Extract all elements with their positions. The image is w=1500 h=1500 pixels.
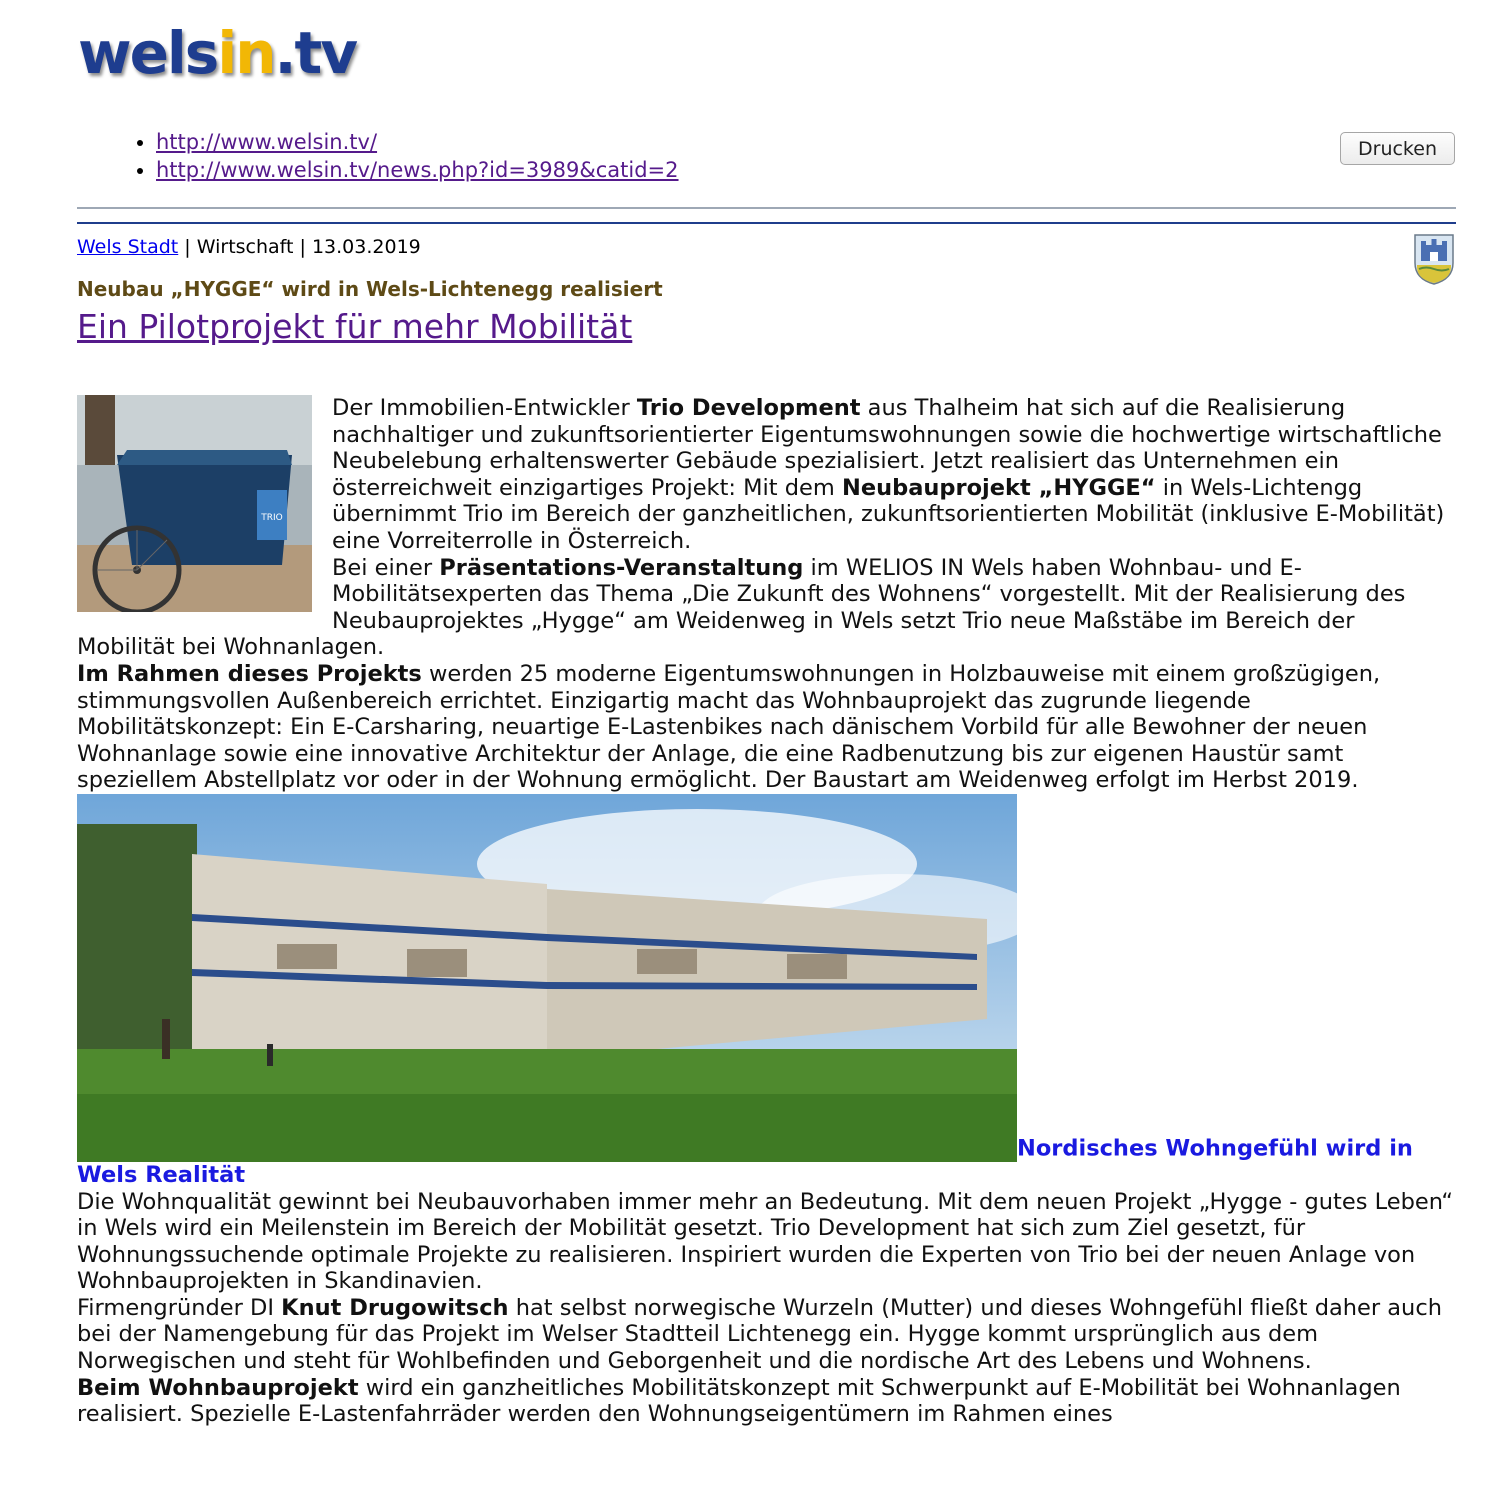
article-text: wird ein ganzheitliches Mobilitätskonzept mit Schwerpunkt auf E-Mobilität bei Wohnanlagen realisiert. Spezielle E-Lastenfahrräder werden den Wohnungseigentümern im Rahmen eines (77, 1374, 1401, 1428)
article-meta (77, 234, 421, 260)
article-kicker: Neubau „HYGGE“ wird in Wels-Lichtenegg realisiert (77, 277, 663, 301)
article-bold: Präsentations-Veranstaltung (439, 554, 804, 581)
url-list (128, 128, 679, 184)
logo-part-tv: .tv (274, 19, 357, 87)
divider-blue (77, 222, 1456, 224)
article-url-link[interactable]: http://www.welsin.tv/news.php?id=3989&catid=2 (156, 158, 679, 182)
article-text: in Wels-Lichtengg übernimmt Trio im Bereich der ganzheitlichen, zukunftsorientierten Mobilität (inklusive E-Mobilität) eine Vorreiterrolle in Österreich. (332, 474, 1445, 554)
cargo-bike-photo (77, 395, 312, 612)
article-text: Der Immobilien-Entwickler (332, 395, 637, 421)
building-rendering-photo (77, 794, 1017, 1162)
logo-part-in: in (217, 19, 275, 87)
trio-badge: TRIO (261, 513, 283, 523)
section-subheading: Nordisches Wohngefühl wird in Wels Realität (77, 1135, 1413, 1188)
url-list-item (156, 156, 679, 184)
article-text: werden 25 moderne Eigentumswohnungen in Holzbauweise mit einem großzügigen, stimmungsvollen Außenbereich errichtet. Einzigartig macht das Wohnbauprojekt das zugrunde liegende Mobilitätskonzept: Ein E-Carsharing, neuartige E-Lastenbikes nach dänischem Vorbild für alle Bewohner der neuen Wohnanlage sowie eine innovative Architektur der Anlage, die eine Radbenutzung bis zur eigenen Haustür samt speziellem Abstellplatz vor oder in der Wohnung ermöglicht. Der Baustart am Weidenweg erfolgt im Herbst 2019. (77, 660, 1381, 794)
article-text: hat selbst norwegische Wurzeln (Mutter) und dieses Wohngefühl fließt daher auch bei der Namengebung für das Projekt im Welser Stadtteil Lichtenegg ein. Hygge kommt ursprünglich aus dem Norwegischen und steht für Wohlbefinden und Geborgenheit und die nordische Art des Lebens und Wohnens. (77, 1294, 1442, 1375)
url-list-item (156, 128, 679, 156)
article-bold: Im Rahmen dieses Projekts (77, 660, 422, 687)
article-text: Firmengründer DI (77, 1294, 282, 1321)
site-logo[interactable] (78, 18, 356, 88)
article-bold: Neubauprojekt „HYGGE“ (841, 474, 1156, 501)
logo-part-wels: wels (78, 19, 218, 87)
print-button[interactable]: Drucken (1340, 132, 1455, 165)
article-bold: Trio Development (636, 395, 861, 421)
article-text: aus Thalheim hat sich auf die Realisierung nachhaltiger und zukunftsorientierter Eigentumswohnungen sowie die hochwertige wirtschaftliche Neubelebung erhaltenswerter Gebäude spezialisiert. Jetzt realisiert das Unternehmen ein österreichweit einzigartiges Projekt: Mit dem (332, 395, 1442, 501)
article-text: im WELIOS IN Wels haben Wohnbau- und E-Mobilitätsexperten das Thema „Die Zukunft des Wohnens“ vorgestellt. Mit der Realisierung des Neubauprojektes „Hygge“ am Weidenweg in Wels setzt Trio neue Maßstäbe im Bereich der Mobilität bei Wohnanlagen. (77, 554, 1406, 661)
wels-coat-of-arms-icon (1413, 233, 1455, 285)
article-headline[interactable]: Ein Pilotprojekt für mehr Mobilität (77, 307, 633, 346)
meta-details: | Wirtschaft | 13.03.2019 (178, 236, 421, 258)
article-bold: Knut Drugowitsch (281, 1294, 509, 1321)
article-body (77, 395, 1457, 1428)
category-link[interactable]: Wels Stadt (77, 236, 179, 258)
site-url-link[interactable]: http://www.welsin.tv/ (156, 130, 378, 154)
divider-grey (77, 207, 1456, 209)
article-text: Bei einer (332, 554, 440, 581)
article-bold: Beim Wohnbauprojekt (77, 1374, 359, 1401)
article-text: Die Wohnqualität gewinnt bei Neubauvorhaben immer mehr an Bedeutung. Mit dem neuen Projekt „Hygge - gutes Leben“ in Wels wird ein Meilenstein im Bereich der Mobilität gesetzt. Trio Development hat sich zum Ziel gesetzt, für Wohnungssuchende optimale Projekte zu realisieren. Inspiriert wurden die Experten von Trio bei der neuen Anlage von Wohnbauprojekten in Skandinavien. (77, 1188, 1453, 1295)
